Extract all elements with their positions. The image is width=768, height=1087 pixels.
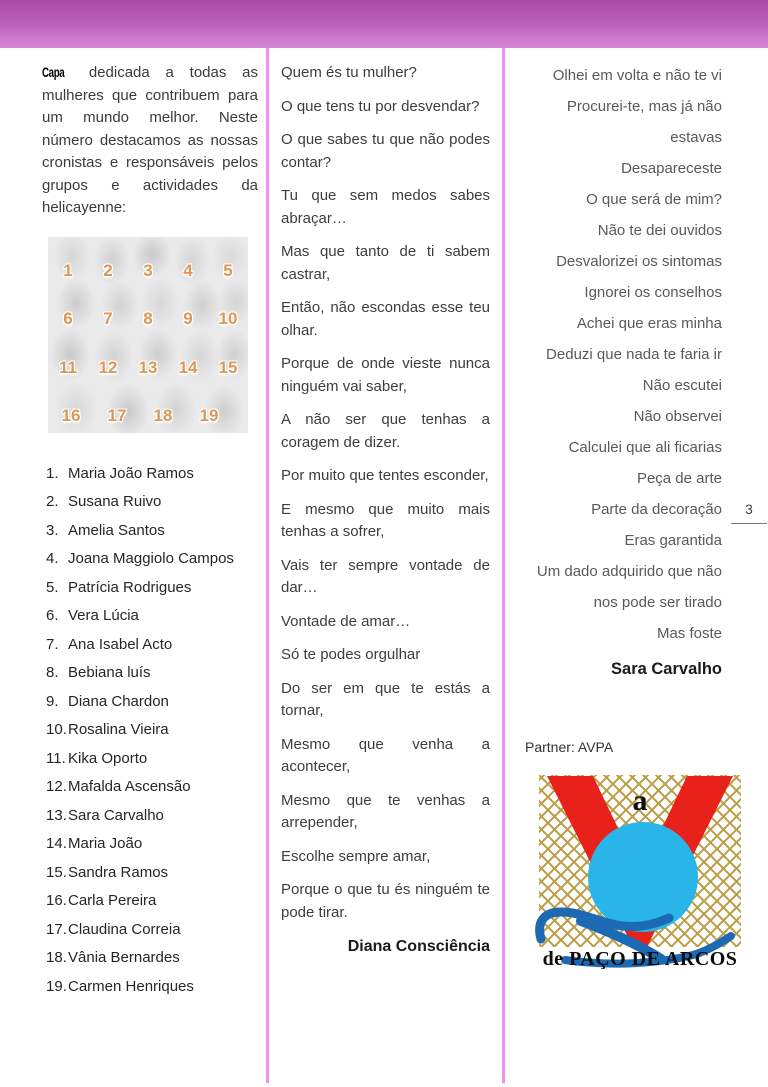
collage-number: 13 bbox=[138, 357, 158, 377]
collage-number: 9 bbox=[183, 309, 193, 329]
column-divider-1 bbox=[266, 48, 269, 1083]
collage-number: 14 bbox=[178, 357, 198, 377]
collage-number: 6 bbox=[63, 309, 73, 329]
contributor-list-item: Vânia Bernardes bbox=[68, 949, 180, 966]
poem-paragraph: Porque o que tu és ninguém te pode tirar. bbox=[281, 881, 490, 921]
contributor-list-item: Sara Carvalho bbox=[68, 806, 164, 824]
logo-caption: de PAÇO DE ARCOS bbox=[542, 948, 738, 969]
left-column bbox=[42, 62, 258, 1001]
poem-line: Não te dei ouvidos bbox=[597, 222, 722, 239]
women-collage-image bbox=[48, 237, 248, 433]
contributor-list-item: Kika Oporto bbox=[68, 749, 148, 767]
collage-number: 3 bbox=[143, 260, 153, 280]
collage-number-overlay bbox=[48, 237, 248, 433]
poem-paragraph: Escolhe sempre amar, bbox=[281, 847, 431, 865]
poem-line: Parte da decoração bbox=[591, 501, 722, 518]
poem-paragraph: E mesmo que muito mais tenhas a sofrer, bbox=[281, 500, 490, 540]
poem-line: Procurei-te, mas já não bbox=[566, 98, 722, 115]
poem-line: Desapareceste bbox=[621, 160, 722, 177]
collage-number: 11 bbox=[59, 357, 77, 377]
poem-paragraph: Então, não escondas esse teu olhar. bbox=[281, 299, 490, 339]
poem-line: Não escutei bbox=[642, 377, 722, 394]
contributor-list-item: Patrícia Rodrigues bbox=[68, 578, 192, 596]
poem-line: estavas bbox=[670, 129, 722, 146]
poem-line: Um dado adquirido que não bbox=[536, 563, 722, 580]
collage-number: 7 bbox=[103, 309, 113, 329]
poem-paragraph: Quem és tu mulher? bbox=[281, 64, 417, 81]
poem-line: Deduzi que nada te faria ir bbox=[546, 346, 722, 363]
page-number-value: 3 bbox=[745, 502, 753, 517]
contributor-list-item: Maria João Ramos bbox=[68, 464, 194, 482]
collage-number: 15 bbox=[218, 357, 238, 377]
contributor-list-item: Diana Chardon bbox=[68, 692, 169, 710]
poem-paragraph: Mas que tanto de ti sabem castrar, bbox=[281, 243, 490, 283]
avpa-logo bbox=[535, 771, 745, 969]
poem-paragraph: Só te podes orgulhar bbox=[281, 646, 421, 663]
collage-number: 4 bbox=[183, 260, 193, 280]
poem-line: nos pode ser tirado bbox=[593, 594, 722, 611]
poem-line: Olhei em volta e não te vi bbox=[552, 67, 722, 84]
contributors-list bbox=[42, 460, 258, 1002]
collage-number: 12 bbox=[98, 357, 118, 377]
contributor-list-item: Carla Pereira bbox=[68, 892, 157, 909]
intro-lead-word: Capa bbox=[42, 65, 65, 80]
contributor-list-item: Vera Lúcia bbox=[68, 607, 139, 624]
poem-line: Achei que eras minha bbox=[576, 315, 722, 332]
collage-number: 19 bbox=[199, 406, 219, 426]
partner-label: Partner: AVPA bbox=[525, 739, 614, 755]
contributor-list-item: Sandra Ramos bbox=[68, 863, 169, 881]
poem-right bbox=[518, 60, 722, 649]
poem-line: Ignorei os conselhos bbox=[584, 284, 722, 301]
poem-paragraph: Tu que sem medos sabes abraçar… bbox=[281, 187, 490, 227]
poem-paragraph: Porque de onde vieste nunca ninguém vai saber, bbox=[281, 355, 490, 395]
collage-number: 10 bbox=[218, 309, 238, 329]
right-column bbox=[518, 60, 738, 974]
collage-number: 18 bbox=[153, 406, 173, 426]
poem-middle bbox=[281, 62, 490, 924]
poem-middle-author: Diana Consciência bbox=[347, 938, 490, 955]
collage-number: 5 bbox=[223, 260, 233, 280]
poem-paragraph: O que tens tu por desvendar? bbox=[281, 97, 480, 115]
middle-column bbox=[281, 62, 490, 956]
intro-paragraph bbox=[42, 62, 258, 220]
contributor-list-item: Maria João bbox=[68, 835, 143, 852]
collage-number: 2 bbox=[103, 260, 113, 280]
poem-right-author: Sara Carvalho bbox=[611, 660, 722, 678]
intro-text: dedicada a todas as mulheres que contribuem para um mundo melhor. Neste número destacamos as nossas cronistas e responsáveis pelos grupos e actividades da helicayenne: bbox=[42, 64, 258, 216]
contributor-list-item: Ana Isabel Acto bbox=[68, 635, 173, 653]
contributor-list-item: Mafalda Ascensão bbox=[68, 778, 191, 795]
poem-paragraph: Do ser em que te estás a tornar, bbox=[281, 679, 490, 719]
collage-number: 8 bbox=[143, 309, 153, 329]
contributor-list-item: Susana Ruivo bbox=[68, 493, 162, 510]
poem-paragraph: A não ser que tenhas a coragem de dizer. bbox=[281, 411, 490, 451]
poem-line: Não observei bbox=[633, 408, 722, 425]
contributor-list-item: Rosalina Vieira bbox=[68, 721, 169, 738]
poem-paragraph: Vontade de amar… bbox=[281, 612, 411, 630]
poem-paragraph: Mesmo que venha a acontecer, bbox=[281, 735, 490, 775]
poem-paragraph: Vais ter sempre vontade de dar… bbox=[281, 556, 490, 596]
poem-paragraph: O que sabes tu que não podes contar? bbox=[281, 131, 490, 171]
contributor-list-item: Carmen Henriques bbox=[68, 977, 194, 995]
poem-line: Mas foste bbox=[656, 625, 722, 642]
logo-cyan-circle bbox=[588, 822, 698, 932]
contributor-list-item: Bebiana luís bbox=[68, 664, 151, 681]
poem-line: Eras garantida bbox=[624, 532, 722, 549]
poem-line: Desvalorizei os sintomas bbox=[556, 253, 722, 270]
page-number bbox=[731, 502, 767, 524]
collage-number: 17 bbox=[107, 406, 127, 426]
poem-paragraph: Por muito que tentes esconder, bbox=[281, 467, 489, 484]
contributor-list-item: Amelia Santos bbox=[68, 521, 165, 539]
poem-line: O que será de mim? bbox=[586, 191, 722, 208]
poem-line: Calculei que ali ficarias bbox=[568, 439, 722, 456]
contributor-list-item: Joana Maggiolo Campos bbox=[68, 550, 234, 567]
collage-number: 1 bbox=[63, 260, 73, 280]
contributor-list-item: Claudina Correia bbox=[68, 920, 181, 938]
collage-number: 16 bbox=[61, 406, 81, 426]
logo-monogram: a bbox=[632, 784, 648, 817]
top-gradient-band bbox=[0, 0, 768, 48]
poem-paragraph: Mesmo que te venhas a arrepender, bbox=[281, 791, 490, 831]
column-divider-2 bbox=[502, 48, 505, 1083]
poem-line: Peça de arte bbox=[636, 470, 722, 487]
